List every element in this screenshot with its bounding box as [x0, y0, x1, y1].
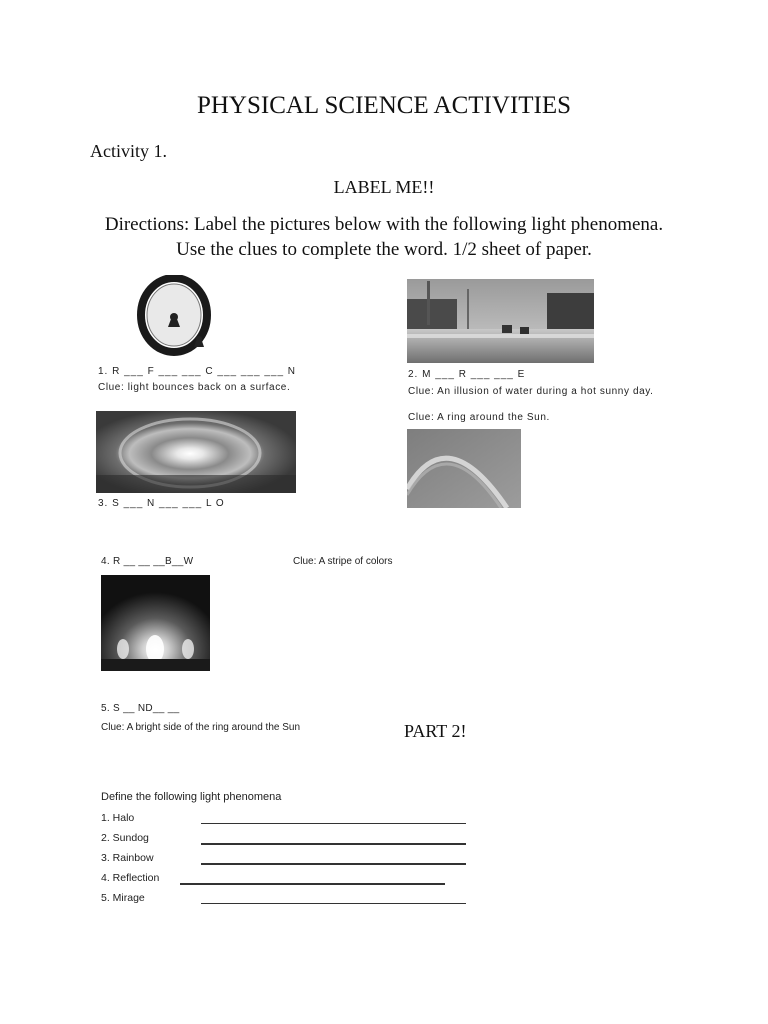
definition-row-halo: [101, 812, 471, 828]
item-4-word: 4. R __ __ __B__W: [101, 556, 194, 567]
activity-heading: LABEL ME!!: [333, 177, 435, 197]
mirage-photo: [407, 279, 594, 363]
item-5-word: 5. S __ ND__ __: [101, 703, 180, 714]
page-title: PHYSICAL SCIENCE ACTIVITIES: [196, 92, 572, 119]
answer-line[interactable]: [201, 863, 466, 865]
item-2-word: 2. M ___ R ___ ___ E: [408, 369, 526, 380]
definition-term: 2. Sundog: [101, 832, 149, 844]
definition-term: 3. Rainbow: [101, 852, 154, 864]
item-4-clue: Clue: A stripe of colors: [293, 556, 393, 567]
rainbow-photo: [407, 429, 521, 508]
answer-line[interactable]: [201, 823, 466, 824]
halo-photo: [96, 411, 296, 493]
definition-term: 5. Mirage: [101, 892, 145, 904]
answer-line[interactable]: [201, 903, 466, 904]
definition-row-sundog: [101, 832, 471, 848]
answer-line[interactable]: [180, 883, 445, 885]
definition-row-mirage: [101, 892, 471, 908]
definition-term: 4. Reflection: [101, 872, 160, 884]
part-2-instruction: Define the following light phenomena: [101, 791, 282, 803]
item-2b-clue: Clue: A ring around the Sun.: [408, 412, 550, 423]
directions-text: Directions: Label the pictures below with the following light phenomena. Use the clues to complete the word. 1/2 sheet of paper.: [104, 214, 664, 260]
item-2-clue: Clue: An illusion of water during a hot sunny day.: [408, 386, 654, 397]
definition-row-reflection: [101, 872, 471, 888]
item-1-clue: Clue: light bounces back on a surface.: [98, 382, 291, 393]
definition-term: 1. Halo: [101, 812, 135, 824]
part-2-heading: PART 2!: [404, 721, 467, 741]
reflection-photo: [96, 275, 282, 359]
item-1-word: 1. R ___ F ___ ___ C ___ ___ ___ N: [98, 366, 297, 377]
activity-label: Activity 1.: [90, 141, 167, 161]
item-5-clue: Clue: A bright side of the ring around the Sun: [101, 722, 301, 733]
answer-line[interactable]: [201, 843, 466, 845]
item-3-word: 3. S ___ N ___ ___ L O: [98, 498, 225, 509]
sundog-photo: [101, 575, 210, 671]
definition-row-rainbow: [101, 852, 471, 868]
